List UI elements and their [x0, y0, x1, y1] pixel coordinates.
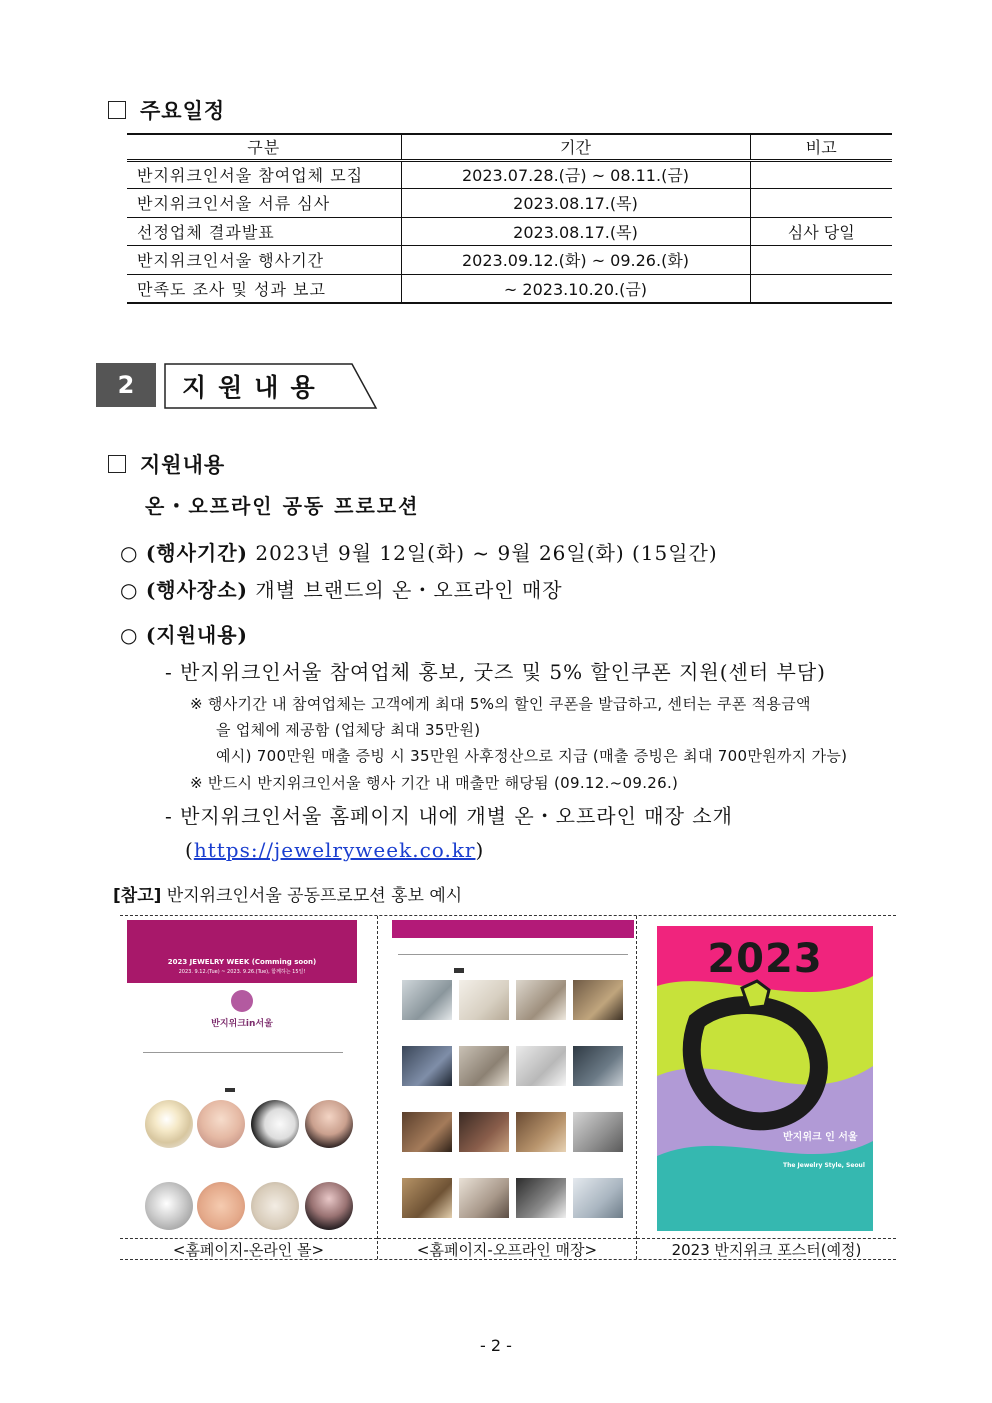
homepage-link-line	[185, 838, 484, 862]
support-heading	[108, 449, 225, 479]
note-coupon: ※ 행사기간 내 참여업체는 고객에게 최대 5%의 할인 쿠폰을 발급하고, 센터는 쿠폰 적용금액	[190, 695, 811, 713]
column-header: 구분	[127, 134, 401, 160]
divider	[398, 954, 628, 955]
product-thumb	[197, 1182, 245, 1230]
bullet-label: (행사장소)	[145, 578, 249, 602]
store-thumb	[402, 1178, 452, 1218]
store-thumb	[402, 1112, 452, 1152]
column-header: 비고	[750, 134, 892, 160]
product-thumb	[305, 1182, 353, 1230]
divider	[143, 1052, 343, 1053]
store-thumb	[516, 980, 566, 1020]
product-thumb	[305, 1100, 353, 1148]
shop-hero-banner	[127, 920, 357, 983]
online-mall-screenshot	[127, 920, 357, 1234]
poster-image	[657, 926, 873, 1231]
schedule-item: 반지위크인서울 서류 심사	[127, 189, 401, 218]
paren: )	[475, 838, 485, 862]
caption-poster: 2023 반지위크 포스터(예정)	[637, 1238, 896, 1260]
support-detail-1: - 반지위크인서울 참여업체 홍보, 굿즈 및 5% 할인쿠폰 지원(센터 부담)	[165, 660, 826, 684]
bullet-circle-icon: ○	[120, 541, 146, 565]
schedule-note	[750, 246, 892, 275]
product-thumb	[197, 1100, 245, 1148]
bullet-label: (지원내용)	[145, 623, 249, 647]
store-thumb	[573, 1046, 623, 1086]
store-thumb	[573, 1178, 623, 1218]
note-example: 예시) 700만원 매출 증빙 시 35만원 사후정산으로 지급 (매출 증빙은 최대 700만원까지 가능)	[216, 747, 848, 765]
shop-banner-title: 2023 JEWELRY WEEK (Comming soon)	[167, 958, 317, 966]
bullet-circle-icon: ○	[120, 578, 146, 602]
bullet-text: 2023년 9월 12일(화) ~ 9월 26일(화) (15일간)	[255, 541, 718, 565]
bullet-label: (행사기간)	[145, 541, 249, 565]
schedule-period: 2023.08.17.(목)	[401, 217, 750, 246]
store-thumb	[402, 1046, 452, 1086]
online-mall-cell	[120, 916, 378, 1259]
bullet-text: 개별 브랜드의 온・오프라인 매장	[255, 578, 563, 602]
reference-label: [참고]	[113, 886, 162, 906]
tab-active	[454, 968, 464, 973]
store-thumb	[573, 1112, 623, 1152]
section-title: 지원내용	[182, 373, 327, 402]
store-thumb	[516, 1046, 566, 1086]
product-thumb	[145, 1182, 193, 1230]
schedule-item: 만족도 조사 및 성과 보고	[127, 274, 401, 303]
schedule-item: 선정업체 결과발표	[127, 217, 401, 246]
bullet-event-place	[120, 574, 563, 603]
poster-cell	[637, 916, 896, 1259]
schedule-heading	[108, 95, 225, 125]
store-thumb	[516, 1112, 566, 1152]
schedule-note: 심사 당일	[750, 217, 892, 246]
table-header-row	[127, 134, 892, 160]
bullet-circle-icon: ○	[120, 623, 146, 647]
schedule-note	[750, 160, 892, 189]
example-images-table	[120, 915, 896, 1260]
support-title: 지원내용	[140, 452, 226, 477]
site-top-bar	[392, 920, 634, 938]
product-thumb	[251, 1100, 299, 1148]
schedule-period: 2023.08.17.(목)	[401, 189, 750, 218]
shop-logo-text: 반지위크in서울	[211, 1019, 273, 1029]
schedule-note	[750, 274, 892, 303]
column-header: 기간	[401, 134, 750, 160]
store-thumb	[459, 1046, 509, 1086]
offline-store-cell	[378, 916, 637, 1259]
poster-title: 반지위크 인 서울	[783, 1132, 858, 1143]
poster-subtitle: The Jewelry Style, Seoul	[783, 1162, 865, 1169]
reference-text: 반지위크인서울 공동프로모션 홍보 예시	[161, 886, 463, 906]
shop-banner-dates: 2023. 9.12.(Tue) ~ 2023. 9.26.(Tue), 함께하는 15일!	[178, 969, 306, 975]
poster-background	[657, 926, 873, 1231]
caption-online-mall: <홈페이지-온라인 몰>	[120, 1238, 377, 1260]
support-detail-2: - 반지위크인서울 홈페이지 내에 개별 온・오프라인 매장 소개	[165, 804, 733, 828]
store-thumb	[573, 980, 623, 1020]
schedule-period: 2023.07.28.(금) ~ 08.11.(금)	[401, 160, 750, 189]
shop-logo-icon	[231, 990, 253, 1012]
section-number: 2	[96, 363, 156, 407]
poster-year: 2023	[707, 936, 823, 982]
schedule-period: ~ 2023.10.20.(금)	[401, 274, 750, 303]
table-row	[127, 160, 892, 189]
product-thumb	[251, 1182, 299, 1230]
checkbox-square-icon	[108, 455, 126, 473]
note-period-only: ※ 반드시 반지위크인서울 행사 기간 내 매출만 해당됨 (09.12.~09.26.)	[190, 774, 679, 792]
promotion-subtitle: 온・오프라인 공동 프로모션	[145, 494, 420, 518]
table-row	[127, 274, 892, 303]
schedule-table	[127, 133, 892, 304]
store-thumb	[459, 1178, 509, 1218]
store-thumb	[459, 980, 509, 1020]
caption-offline-store: <홈페이지-오프라인 매장>	[378, 1238, 636, 1260]
bullet-support	[120, 619, 248, 648]
bullet-event-period	[120, 537, 718, 566]
store-thumb	[402, 980, 452, 1020]
schedule-item: 반지위크인서울 행사기간	[127, 246, 401, 275]
offline-store-screenshot	[392, 920, 634, 1234]
checkbox-square-icon	[108, 101, 126, 119]
table-row	[127, 217, 892, 246]
schedule-item: 반지위크인서울 참여업체 모집	[127, 160, 401, 189]
store-thumb	[459, 1112, 509, 1152]
note-coupon-cont: 을 업체에 제공함 (업체당 최대 35만원)	[216, 721, 481, 739]
page-number: - 2 -	[480, 1336, 512, 1355]
schedule-period: 2023.09.12.(화) ~ 09.26.(화)	[401, 246, 750, 275]
schedule-note	[750, 189, 892, 218]
product-thumb	[145, 1100, 193, 1148]
homepage-link[interactable]: https://jewelryweek.co.kr	[193, 838, 476, 862]
table-row	[127, 189, 892, 218]
schedule-title: 주요일정	[140, 98, 226, 123]
table-row	[127, 246, 892, 275]
tab-active	[225, 1088, 235, 1092]
store-thumb	[516, 1178, 566, 1218]
paren: (	[185, 838, 194, 862]
reference-caption	[113, 881, 462, 906]
